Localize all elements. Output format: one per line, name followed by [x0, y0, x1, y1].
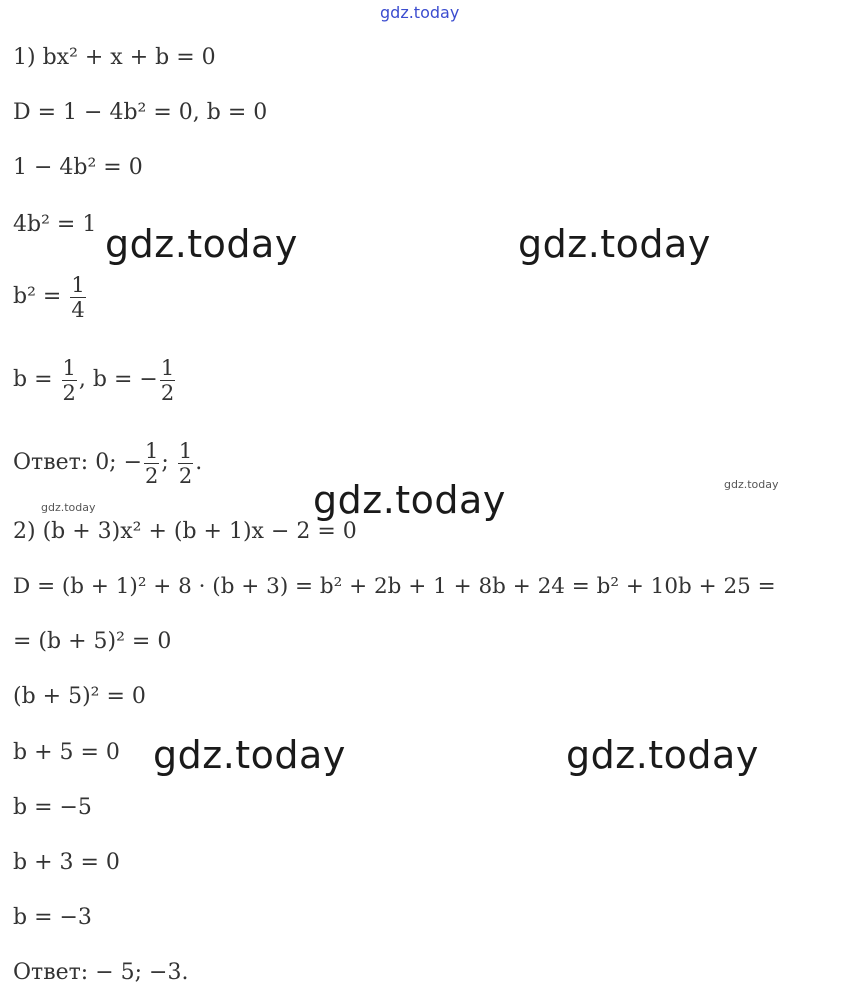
fraction	[62, 356, 77, 405]
watermark: gdz.today	[566, 733, 759, 777]
denominator: 2	[62, 380, 76, 405]
equation-line: b + 3 = 0	[13, 850, 120, 875]
period: .	[195, 450, 203, 475]
watermark: gdz.today	[153, 733, 346, 777]
denominator: 2	[178, 463, 193, 488]
fraction	[178, 439, 193, 488]
equation-line: (b + 5)² = 0	[13, 684, 146, 709]
equation-line: 2) (b + 3)x² + (b + 1)x − 2 = 0	[13, 519, 357, 544]
equation-lhs: b =	[13, 367, 60, 392]
watermark-small: gdz.today	[41, 501, 96, 514]
equation-part: , b = −	[78, 367, 158, 392]
numerator: 1	[62, 355, 76, 380]
denominator: 4	[71, 297, 85, 322]
equation-line: 1) bx² + x + b = 0	[13, 45, 216, 70]
watermark: gdz.today	[313, 478, 506, 522]
equation-line	[13, 353, 177, 407]
fraction	[160, 356, 175, 405]
denominator: 2	[145, 463, 159, 488]
answer-label: Ответ: 0; −	[13, 450, 143, 475]
denominator: 2	[160, 380, 175, 405]
numerator: 1	[178, 438, 193, 463]
equation-line: = (b + 5)² = 0	[13, 629, 172, 654]
equation-line: D = 1 − 4b² = 0, b = 0	[13, 100, 268, 125]
numerator: 1	[71, 272, 85, 297]
equation-line: 1 − 4b² = 0	[13, 155, 143, 180]
fraction	[144, 439, 159, 488]
separator: ;	[161, 450, 169, 475]
equation-lhs: b² =	[13, 284, 69, 309]
answer-line	[13, 436, 202, 490]
answer-line: Ответ: − 5; −3.	[13, 960, 189, 985]
fraction	[70, 273, 85, 322]
equation-line: 4b² = 1	[13, 212, 97, 237]
equation-line: b + 5 = 0	[13, 740, 120, 765]
equation-line	[13, 270, 88, 324]
equation-line: D = (b + 1)² + 8 · (b + 3) = b² + 2b + 1 + 8b + 24 = b² + 10b + 25 =	[13, 574, 776, 599]
watermark-top: gdz.today	[380, 3, 460, 22]
numerator: 1	[145, 438, 159, 463]
equation-line: b = −3	[13, 905, 92, 930]
watermark: gdz.today	[105, 222, 298, 266]
watermark: gdz.today	[518, 222, 711, 266]
numerator: 1	[160, 355, 175, 380]
equation-line: b = −5	[13, 795, 92, 820]
watermark-small: gdz.today	[724, 478, 779, 491]
